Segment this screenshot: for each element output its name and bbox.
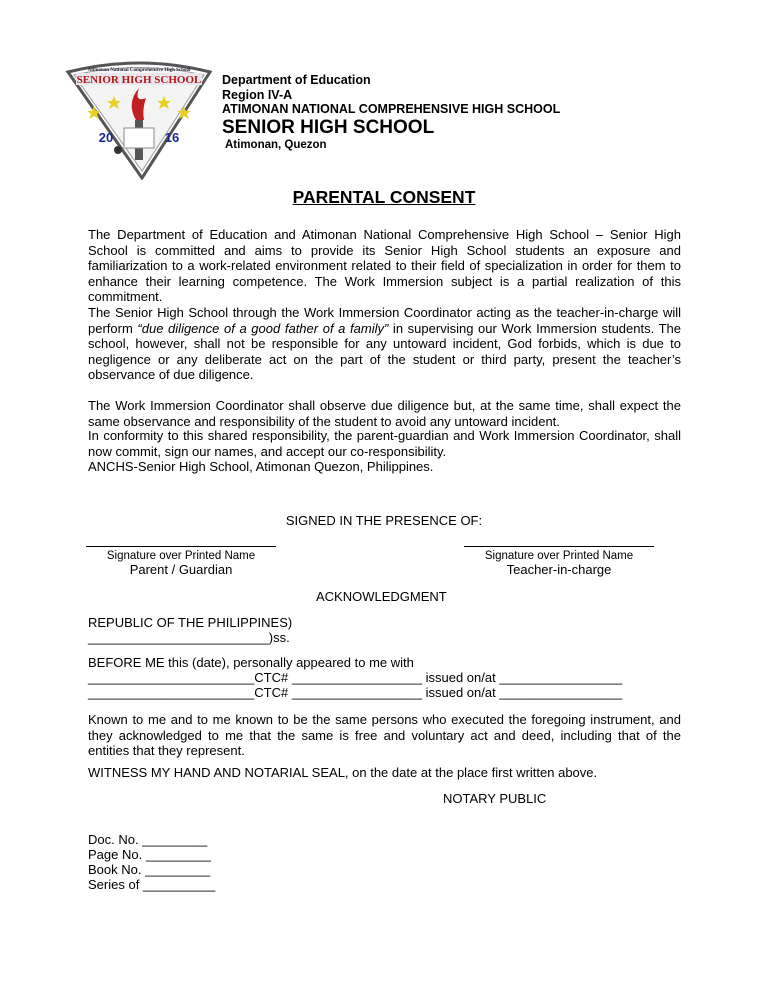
republic-line: REPUBLIC OF THE PHILIPPINES) — [88, 615, 293, 630]
department-name: Department of Education — [222, 73, 371, 87]
school-division: SENIOR HIGH SCHOOL — [222, 116, 435, 138]
doc-no: Doc. No. _________ — [88, 832, 208, 847]
signature-parent — [86, 546, 276, 577]
paragraph-4: In conformity to this shared responsibility, the parent-guardian and Work Immersion Coordinator, shall now commit, sign our names, and accept our co-responsibility. — [88, 428, 681, 459]
logo-banner: SENIOR HIGH SCHOOL — [76, 74, 202, 86]
venue-block — [88, 615, 292, 645]
ctc-row-1: _______________________CTC# __________________ issued on/at _________________ — [88, 670, 623, 685]
logo-year-right: 16 — [164, 130, 180, 145]
signature-caption: Signature over Printed Name — [484, 550, 634, 562]
logo-arc-text: Atimonan National Comprehensive High School — [87, 68, 191, 73]
acknowledgment-heading: ACKNOWLEDGMENT — [316, 589, 447, 604]
paragraph-2-text: The Senior High School through the Work Immersion Coordinator acting as the teacher-in-charge will perform — [88, 305, 681, 336]
school-name: ATIMONAN NATIONAL COMPREHENSIVE HIGH SCHOOL — [222, 102, 561, 116]
paragraph-2-quote: “due diligence of a good father of a family” — [137, 320, 389, 336]
book-no: Book No. _________ — [88, 862, 211, 877]
notarial-register — [88, 832, 215, 892]
appearance-block — [88, 655, 622, 700]
page-no: Page No. _________ — [88, 847, 211, 862]
signed-heading: SIGNED IN THE PRESENCE OF: — [285, 513, 483, 528]
signature-line — [464, 546, 654, 547]
series-of: Series of __________ — [88, 877, 216, 892]
paragraph-2-text-end: in supervising our Work Immersion students. The school, however, shall not be responsible for any untoward incident, God forbids, which is due to negligence or any deliberate act on the part of the student or third party, present the teacher’s observance of due diligence. — [88, 320, 682, 383]
region: Region IV-A — [222, 87, 293, 102]
paragraph-3: The Work Immersion Coordinator shall observe due diligence but, at the same time, shall expect the same observance and responsibility of the student to avoid any untoward incident. — [88, 398, 681, 429]
signature-role: Parent / Guardian — [129, 562, 233, 577]
school-logo — [64, 58, 214, 180]
notary-public: NOTARY PUBLIC — [443, 791, 547, 806]
paragraph-5: ANCHS-Senior High School, Atimonan Quezon, Philippines. — [88, 459, 434, 474]
signature-caption: Signature over Printed Name — [106, 550, 256, 562]
logo-year-left: 20 — [98, 130, 114, 145]
before-me-line: BEFORE ME this (date), personally appeared to me with — [88, 655, 414, 670]
school-location: Atimonan, Quezon — [225, 138, 327, 151]
signature-role: Teacher-in-charge — [506, 562, 612, 577]
ss-line: _________________________)ss. — [88, 630, 290, 645]
signature-line — [86, 546, 276, 547]
known-paragraph: Known to me and to me known to be the same persons who executed the foregoing instrument, and they acknowledged to me that the same is free and voluntary act and deed, including that of the entities that they represent. — [88, 712, 681, 759]
witness-line: WITNESS MY HAND AND NOTARIAL SEAL, on the date at the place first written above. — [88, 765, 598, 780]
letterhead — [222, 73, 560, 152]
document-title: PARENTAL CONSENT — [292, 187, 476, 207]
paragraph-1: The Department of Education and Atimonan National Comprehensive High School – Senior High School is committed and aims to provide its Senior High School students an exposure and familiarization to a work-related environment related to their field of specialization in order for them to enhance their learning competence. The Work Immersion subject is a partial realization of this commitment. — [88, 227, 681, 305]
ctc-row-2: _______________________CTC# __________________ issued on/at _________________ — [88, 685, 623, 700]
paragraph-2 — [88, 305, 681, 383]
signature-teacher — [464, 546, 654, 577]
